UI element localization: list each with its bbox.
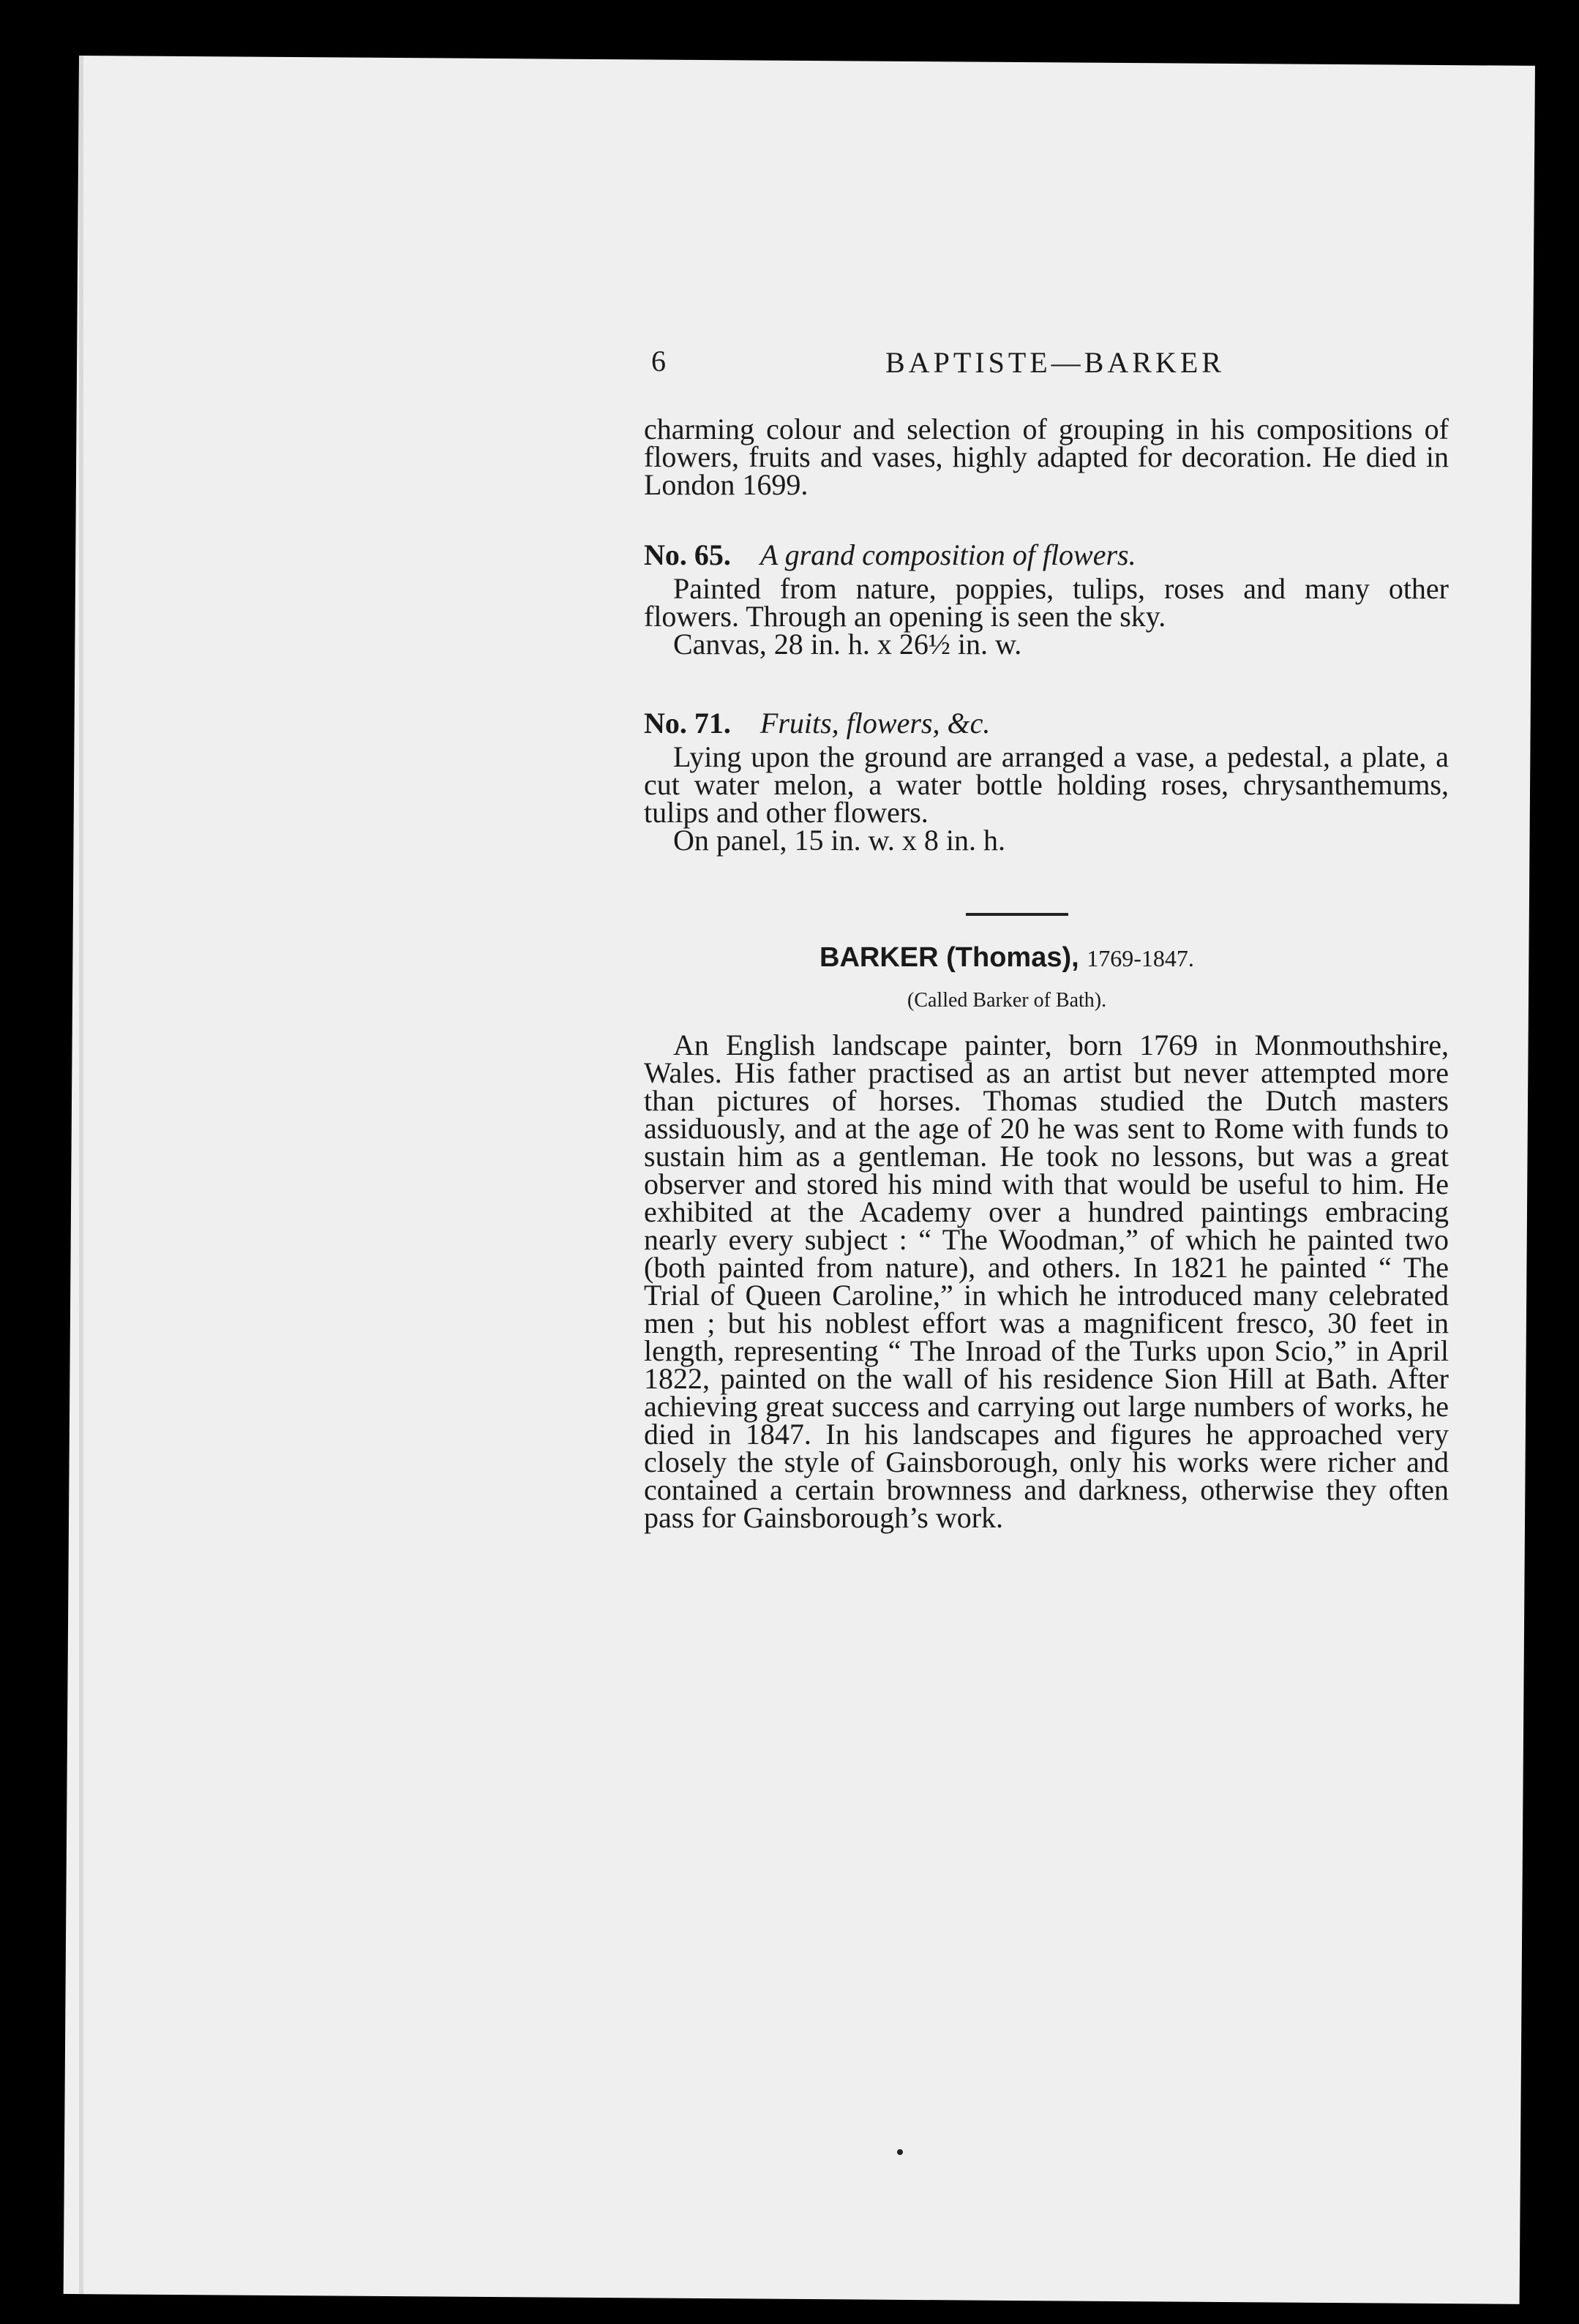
page-edge xyxy=(79,56,83,2294)
artist-biography xyxy=(644,1028,1449,1534)
page-mark xyxy=(897,2149,903,2155)
intro-paragraph xyxy=(644,415,1449,499)
entry-title: Fruits, flowers, &c. xyxy=(760,707,991,740)
entry-number: No. 71. xyxy=(644,707,731,740)
page-number: 6 xyxy=(651,345,666,377)
entry-description: Lying upon the ground are arranged a vase, a pedestal, a plate, a cut water melon, a water bottle holding roses, chrysanthemums, tulips and other flowers. xyxy=(644,740,1449,829)
intro-text: charming colour and selection of grouping in his compositions of flowers, fruits and vases, highly adapted for decoration. He died in London 1699. xyxy=(644,413,1449,501)
catalog-entry xyxy=(644,538,1449,661)
entry-description: Painted from nature, poppies, tulips, roses and many other flowers. Through an opening is seen the sky. xyxy=(644,572,1449,633)
entry-dimensions: Canvas, 28 in. h. x 26½ in. w. xyxy=(673,628,1022,661)
entry-heading xyxy=(644,538,1449,571)
catalog-entry xyxy=(644,707,1449,857)
running-head: BAPTISTE—BARKER xyxy=(885,346,1225,379)
artist-given-name: (Thomas), xyxy=(946,942,1079,973)
artist-surname: BARKER xyxy=(819,942,939,973)
entry-heading xyxy=(644,707,1449,740)
entry-number: No. 65. xyxy=(644,538,731,571)
artist-subtitle: (Called Barker of Bath). xyxy=(907,989,1107,1012)
entry-title: A grand composition of flowers. xyxy=(760,538,1136,571)
artist-heading xyxy=(819,942,1194,974)
artist-dates: 1769-1847. xyxy=(1087,945,1194,971)
biography-text: An English landscape painter, born 1769 in Monmouthshire, Wales. His father practised as an artist but never attempted more than pictures of horses. Thomas studied the Dutch masters assiduously, and at the age of 20 he was sent to Rome with funds to sustain him as a gentleman. He took no lessons, but was a great observer and stored his mind with that would be useful to him. He exhibited at the Academy over a hundred paintings embracing nearly every subject : “ The Woodman,” of which he painted two (both painted from nature), and others. In 1821 he painted “ The Trial of Queen Caroline,” in which he introduced many celebrated men ; but his noblest effort was a magnificent fresco, 30 feet in length, representing “ The Inroad of the Turks upon Scio,” in April 1822, painted on the wall of his residence Sion Hill at Bath. After achieving great success and carrying out large numbers of works, he died in 1847. In his landscapes and figures he approached very closely the style of Gainsborough, only his works were richer and contained a certain brownness and darkness, otherwise they often pass for Gainsborough’s work. xyxy=(644,1028,1449,1534)
entry-dimensions: On panel, 15 in. w. x 8 in. h. xyxy=(673,824,1006,857)
section-divider xyxy=(966,913,1068,916)
